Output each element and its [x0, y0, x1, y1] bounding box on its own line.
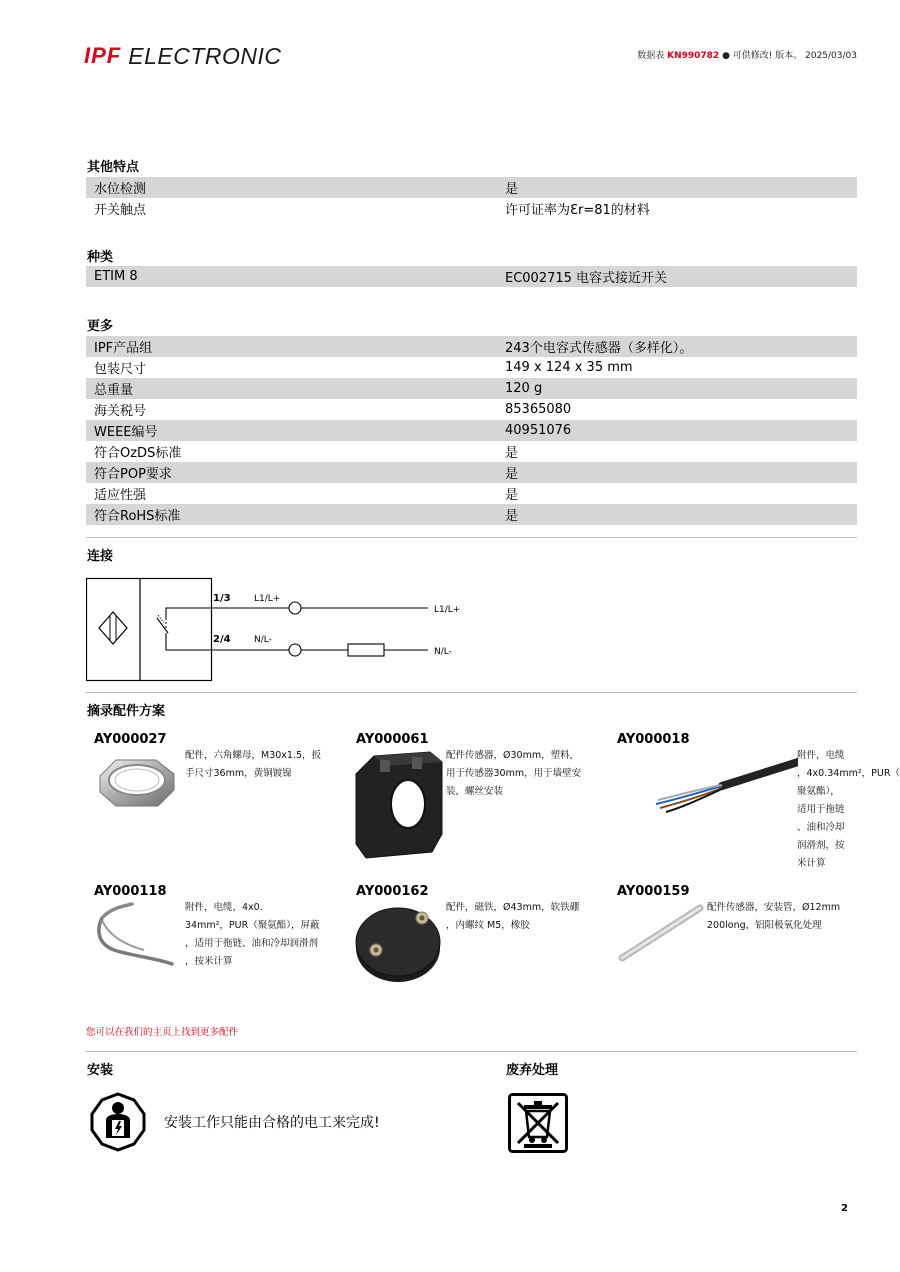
table-row — [86, 420, 857, 441]
contact-wire-upper — [166, 608, 211, 618]
sensor-housing — [87, 579, 212, 681]
spec-value: 是 — [505, 509, 519, 524]
spec-value: 40951076 — [505, 423, 572, 438]
table-row — [86, 357, 857, 378]
cable-4-wire-icon — [652, 752, 798, 816]
other-features-table — [86, 177, 857, 219]
desc-line: 用于传感器30mm，用于墙壁安 — [446, 768, 582, 779]
divider — [86, 1051, 857, 1052]
contact-wire-lower — [166, 633, 211, 650]
terminal-2 — [289, 644, 301, 656]
logo-electronic-text: ELECTRONIC — [128, 42, 282, 69]
pin-1-end-label: L1/L+ — [434, 605, 461, 615]
section-title-installation: 安装 — [87, 1063, 114, 1078]
spec-key: ETIM 8 — [94, 269, 138, 284]
section-title-classification: 种类 — [87, 250, 114, 265]
spec-value: 是 — [505, 467, 519, 482]
accessory-code[interactable]: AY000018 — [617, 732, 690, 747]
spec-key: 海关税号 — [94, 404, 147, 419]
section-title-more: 更多 — [87, 319, 114, 334]
logo-ipf-text: IPF — [84, 43, 122, 68]
spec-key: 包装尺寸 — [94, 362, 147, 377]
pin-1-signal: L1/L+ — [254, 594, 281, 604]
spec-key: 总重量 — [94, 383, 134, 398]
divider — [86, 537, 857, 538]
spec-value: 149 x 124 x 35 mm — [505, 360, 633, 375]
desc-line: 润滑剂，按 — [797, 840, 845, 851]
accessory-description — [446, 747, 581, 801]
spec-value: 是 — [505, 446, 519, 461]
spec-key: 开关触点 — [94, 203, 147, 218]
hex-nut-icon — [92, 752, 180, 812]
spec-value: EC002715 电容式接近开关 — [505, 271, 668, 286]
desc-line: 配件传感器，安装管，Ø12mm — [707, 902, 841, 913]
accessory-description — [185, 747, 321, 783]
spec-key: 符合OzDS标准 — [94, 446, 182, 461]
spec-key: IPF产品组 — [94, 341, 153, 356]
mounting-tube-icon — [614, 902, 706, 966]
document-header-info — [637, 48, 857, 61]
spec-value: 85365080 — [505, 402, 572, 417]
table-row — [86, 266, 857, 287]
article-number: KN990782 — [667, 51, 720, 61]
section-title-connection: 连接 — [87, 549, 114, 564]
ipf-logo — [84, 42, 281, 70]
accessory-description — [446, 899, 579, 935]
table-row — [86, 336, 857, 357]
desc-line: 配件，六角螺母，M30x1.5，扳 — [185, 750, 322, 761]
accessory-description — [707, 899, 840, 935]
table-row — [86, 504, 857, 525]
version-notice: ● 可供修改! 版本。 2025/03/03 — [722, 51, 857, 61]
accessory-code[interactable]: AY000027 — [94, 732, 167, 747]
accessory-code[interactable]: AY000159 — [617, 884, 690, 899]
electrician-warning-icon — [88, 1092, 148, 1152]
table-row — [86, 483, 857, 504]
accessory-code[interactable]: AY000118 — [94, 884, 167, 899]
spec-value: 许可证率为Ɛr=81的材料 — [505, 203, 650, 218]
accessory-code[interactable]: AY000061 — [356, 732, 429, 747]
cable-coil-icon — [92, 900, 180, 972]
spec-value: 243个电容式传感器（多样化）。 — [505, 341, 693, 356]
pin-2-end-label: N/L- — [434, 647, 452, 657]
table-row — [86, 378, 857, 399]
table-row — [86, 198, 857, 219]
switch-contact-icon — [157, 618, 168, 633]
page-number: 2 — [841, 1203, 848, 1214]
spec-key: WEEE编号 — [94, 425, 158, 440]
desc-line: 附件，电缆 — [797, 750, 845, 761]
desc-line: 附件，电缆，4x0. — [185, 902, 263, 913]
desc-line: 适用于拖链 — [797, 804, 845, 815]
spec-key: 符合POP要求 — [94, 467, 172, 482]
datasheet-label: 数据表 — [637, 51, 665, 61]
table-row — [86, 177, 857, 198]
spec-value: 是 — [505, 182, 519, 197]
installation-note: 安装工作只能由合格的电工来完成! — [164, 1115, 380, 1131]
desc-line: 、油和冷却 — [797, 822, 845, 833]
spec-key: 适应性强 — [94, 488, 147, 503]
load-resistor — [348, 644, 384, 656]
classification-table — [86, 266, 857, 287]
desc-line: 手尺寸36mm，黄铜镀镍 — [185, 768, 292, 779]
desc-line: 米计算 — [797, 858, 826, 869]
mounting-bracket-icon — [352, 748, 444, 860]
accessory-code[interactable]: AY000162 — [356, 884, 429, 899]
desc-line: ，适用于拖链、油和冷却润滑剂 — [185, 938, 319, 949]
pin-2-signal: N/L- — [254, 635, 272, 645]
table-row — [86, 462, 857, 483]
more-table — [86, 336, 857, 525]
accessory-description — [185, 899, 319, 971]
desc-line: 聚氨酯）， — [797, 786, 840, 797]
more-accessories-link[interactable]: 您可以在我们的主页上找到更多配件 — [86, 1027, 239, 1038]
desc-line: ，内螺纹 M5，橡胶 — [446, 920, 530, 931]
pin-2-label: 2/4 — [213, 634, 231, 645]
table-row — [86, 399, 857, 420]
divider — [86, 692, 857, 693]
desc-line: 装，螺丝安装 — [446, 786, 504, 797]
desc-line: ，按米计算 — [185, 956, 233, 967]
section-title-accessories: 摘录配件方案 — [87, 704, 166, 719]
desc-line: 配件传感器，Ø30mm，塑料， — [446, 750, 580, 761]
desc-line: 配件，磁铁，Ø43mm，软铁硼 — [446, 902, 580, 913]
section-title-disposal: 废弃处理 — [506, 1063, 559, 1078]
spec-key: 水位检测 — [94, 182, 147, 197]
desc-line: 34mm²，PUR（聚氨酯），屏蔽 — [185, 920, 320, 931]
spec-value: 120 g — [505, 381, 543, 396]
terminal-1 — [289, 602, 301, 614]
section-title-other-features: 其他特点 — [87, 160, 140, 175]
pin-1-label: 1/3 — [213, 593, 231, 604]
magnet-disc-icon — [354, 902, 444, 984]
desc-line: ，4x0.34mm²，PUR（ — [797, 768, 900, 779]
capacitive-sensor-icon — [99, 612, 127, 644]
spec-value: 是 — [505, 488, 519, 503]
weee-crossed-bin-icon — [508, 1093, 568, 1153]
wiring-diagram — [86, 575, 476, 685]
table-row — [86, 441, 857, 462]
accessory-description — [797, 747, 900, 873]
spec-key: 符合RoHS标准 — [94, 509, 181, 524]
desc-line: 200long，铝阳极氧化处理 — [707, 920, 822, 931]
